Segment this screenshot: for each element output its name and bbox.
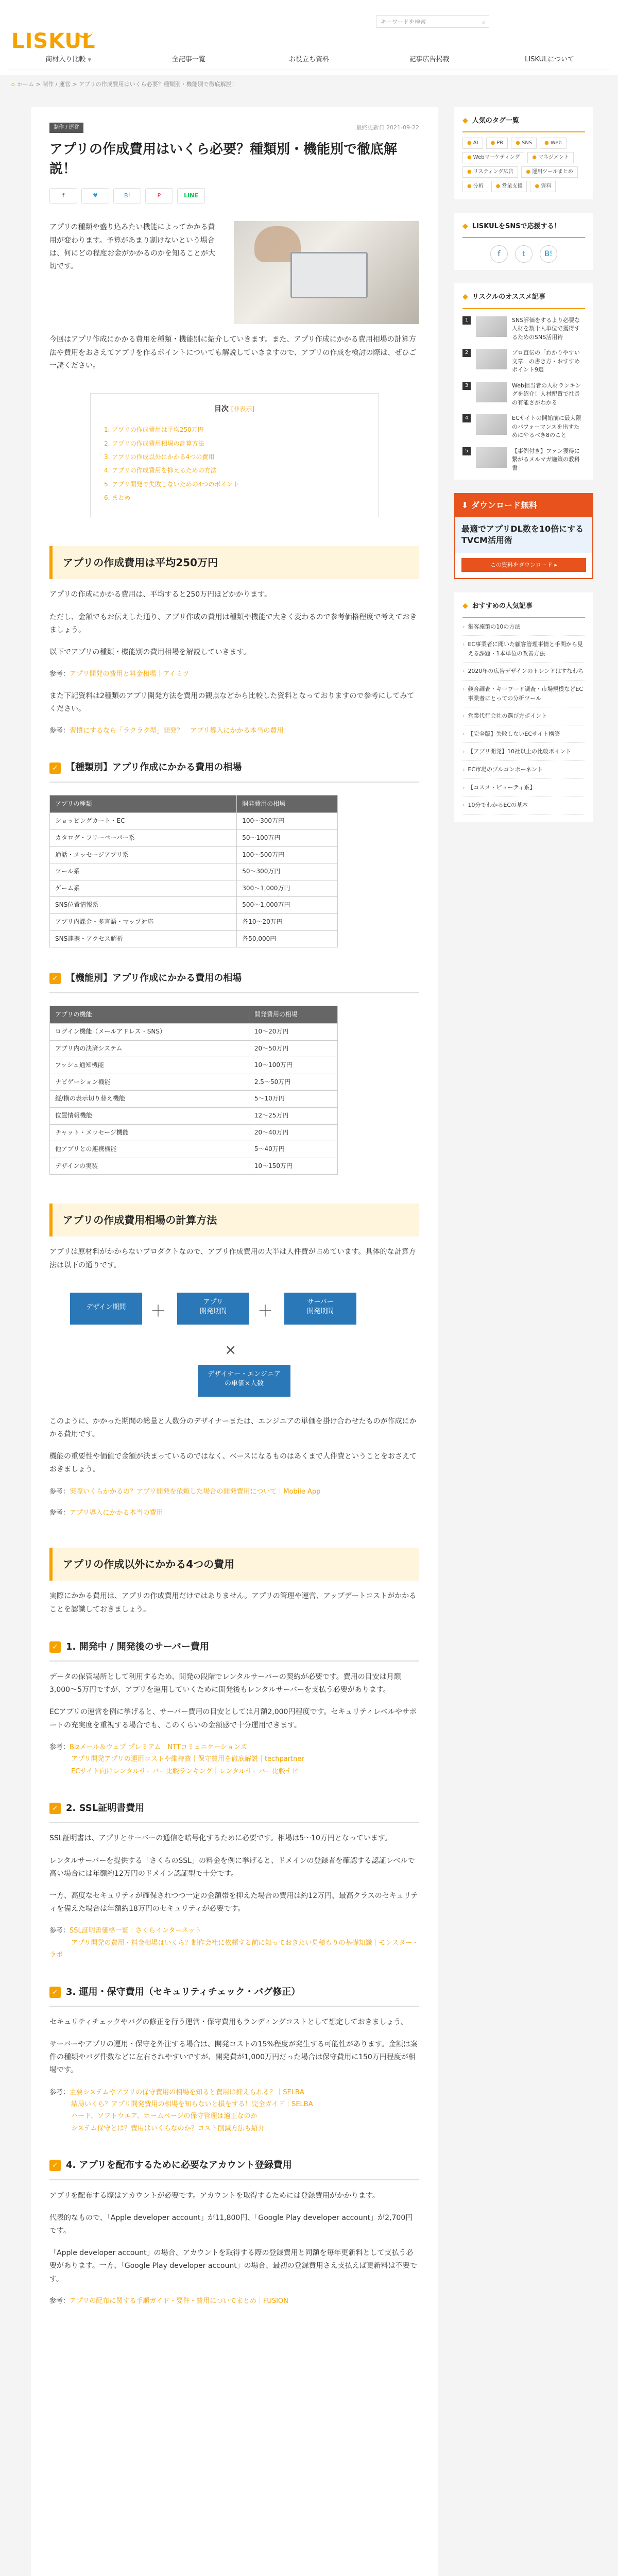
formula-box-app: アプリ 開発期間 [177,1293,249,1325]
subsection-title: 2. SSL証明書費用 [66,1803,145,1814]
toc-link[interactable]: 6. まとめ [104,494,131,502]
checkbox-icon: ✓ [49,1803,61,1814]
intro-text [49,221,221,324]
table-cell: 他アプリとの連携機能 [50,1141,249,1158]
subsection-heading [49,1639,419,1662]
toc-title [104,403,365,416]
table-cell: 100〜300万円 [237,813,338,830]
multiply-icon: × [225,1341,237,1358]
tag-label: SNS [521,140,533,146]
checkbox-icon: ✓ [49,762,61,774]
widget-title [462,114,585,132]
table-cell: 500〜1,000万円 [237,897,338,914]
ref-link[interactable]: アプリ導入にかかる本当の費用 [70,1509,163,1517]
table-row [50,813,338,830]
tag-icon: ● [526,169,531,175]
table-cell: 100〜500万円 [237,846,338,863]
table-of-contents [90,393,379,518]
megaphone-icon: ◆ [462,222,468,231]
chevron-right-icon: › [462,713,465,720]
popular-title: 競合調査・キーワード調査・市場規模などEC事業者にとっての分析ツール [468,686,583,702]
tag-chip[interactable] [521,166,578,178]
reference [49,1741,419,1777]
table-row [50,897,338,914]
pocket-share-button[interactable]: P [145,188,173,204]
reference [49,668,419,680]
line-share-button[interactable]: LINE [177,188,205,204]
rank-number: 4 [462,414,471,422]
tag-label: PR [496,140,504,146]
popular-item[interactable] [462,796,585,815]
tag-icon: ● [544,140,549,146]
ref-link[interactable]: アプリ開発の費用・料金相場はいくら？制作会社に依頼する前に知っておきたい見積もりの基礎知識｜モンスター・ラボ [49,1939,419,1959]
table-cell: 12〜25万円 [249,1108,337,1125]
toc-link[interactable]: 1. アプリの作成費用は平均250万円 [104,426,204,434]
popular-title: EC市場のプルコンポーネント [468,766,543,773]
article-thumbnail [476,414,507,435]
ref-link[interactable]: システム保守とは？費用はいくらなのか？コスト削減方法も紹介 [71,2124,265,2132]
ref-label: 参考： [49,2088,70,2096]
toc-link[interactable]: 2. アプリの作成費用相場の計算方法 [104,439,204,447]
table-cell: 50〜100万円 [237,829,338,846]
paragraph: 実際にかかる費用は、アプリの作成費用だけではありません。アプリの管理や運営、アップデートコストがかかることを認識しておきましょう。 [49,1592,417,1614]
top-bar [0,0,618,13]
facebook-share-button[interactable]: f [49,188,77,204]
table-row [50,1057,338,1074]
table-cell: 5〜10万円 [249,1091,337,1108]
table-cell: ショッピングカート・EC [50,813,237,830]
table-header: 開発費用の相場 [249,1006,337,1024]
twitter-share-button[interactable]: ♥ [81,188,109,204]
tag-label: 分析 [473,183,484,190]
subsection-title: 4. アプリを配布するために必要なアカウント登録費用 [66,2160,292,2171]
ref-link[interactable]: アプリ開発の費用と料金相場｜アイミツ [70,670,190,679]
table-row [50,930,338,947]
section-heading: アプリの作成費用は平均250万円 [49,546,419,579]
article-thumbnail [476,382,507,402]
paragraph: アプリは原材料がかからないプロダクトなので、アプリ作成費用の大半は人件費が占めています。具体的な計算方法は以下の通りです。 [49,1248,416,1269]
tag-icon: ● [467,183,472,190]
popular-title: 2020年の広告デザインのトレンドはすなわち [468,668,584,675]
table-cell: 通話・メッセージアプリ系 [50,846,237,863]
table-cell: 10〜20万円 [249,1024,337,1041]
search-input[interactable] [376,15,489,28]
table-cell: ツール系 [50,863,237,880]
article-thumbnail [476,349,507,369]
ref-link[interactable]: Bizメール＆ウェブ プレミアム｜NTTコミュニケーションズ [70,1743,247,1751]
facebook-icon[interactable]: f [490,245,508,263]
nav-item-ad[interactable] [369,49,490,70]
popular-title: 【アプリ開発】10社以上の比較ポイント [468,748,571,755]
popular-item[interactable] [462,725,585,743]
table-row [50,829,338,846]
toc-list [104,423,365,504]
table-cell: 20〜50万円 [249,1040,337,1057]
page-body [0,94,618,2576]
table-cell: アプリ内課金・多言語・マップ対応 [50,913,237,930]
paragraph: ただし、金額でもお伝えした通り、アプリ作成の費用は種類や機能で大きく変わるので参考価格程度で考えておきましょう。 [49,613,417,634]
popular-title: 集客施策の10の方法 [468,623,521,630]
reference [49,1925,419,1961]
reference [49,1486,419,1498]
article-meta [49,123,419,133]
tag-label: Webマーケティング [473,155,520,161]
popular-title: 【完全版】失敗しないECサイト構築 [468,730,560,737]
plus-icon: ＋ [258,1302,273,1320]
search-placeholder: キーワードを検索 [381,19,426,25]
tag-chip[interactable] [540,138,566,149]
tag-label: AI [473,140,478,146]
table-cell: 縦/横の表示切り替え機能 [50,1091,249,1108]
widget-title [462,291,585,309]
popular-item[interactable] [462,681,585,707]
table-cell: 50〜300万円 [237,863,338,880]
table-cell: デザインの実装 [50,1158,249,1175]
page-title: アプリの作成費用はいくら必要？種類別・機能別で徹底解説！ [49,142,397,177]
tag-label: Web [550,140,562,146]
toc-link[interactable]: 3. アプリの作成以外にかかる4つの費用 [104,453,215,461]
tag-icon: ● [467,155,472,161]
twitter-icon[interactable]: t [515,245,533,263]
article-thumbnail [476,316,507,337]
widget-title [462,220,585,238]
table-cell: ゲーム系 [50,880,237,897]
table-header: アプリの機能 [50,1006,249,1024]
sidebar [454,107,593,835]
download-head-text: ダウンロード無料 [471,500,537,511]
table-cell: SNS連携・アクセス解析 [50,930,237,947]
popular-title: 10分でわかるECの基本 [468,802,528,809]
ref-link[interactable]: SSL証明書価格一覧｜さくらインターネット [70,1927,202,1935]
breadcrumb-bar [0,75,618,94]
tag-chip[interactable] [491,181,527,192]
chevron-right-icon: › [462,668,465,675]
popular-title: EC事業者に聞いた顧客管理事情と手間から見える課題・1本単位の改善方法 [468,641,583,657]
reference [49,2295,419,2307]
formula-box-server: サーバー 開発期間 [284,1293,356,1325]
ref-label: 参考： [49,1743,70,1751]
table-cell: 10〜150万円 [249,1158,337,1175]
popular-item[interactable] [462,663,585,681]
table-row [50,880,338,897]
rank-title: SNS評価をするより必要な人材を数十人単位で獲得するためのSNS活用術 [512,316,580,341]
ref-label: 参考： [49,1509,70,1517]
paragraph: セキュリティチェックやバグの修正を行う運営・保守費用もランディングコストとして想定しておきましょう。 [49,2018,408,2026]
ref-link[interactable]: ECサイト向けレンタルサーバー比較ランキング｜レンタルサーバー比較ナビ [71,1767,299,1775]
home-icon[interactable]: ⌂ [11,81,15,88]
tag-chip[interactable] [527,152,573,163]
paragraph: 「Apple developer account」の場合、アカウントを取得する際の登録費用と同額を毎年更新料として支払う必要があります。一方、「Google Play developer account」の場合、最初の登録費用さえ支払えば更新料は不要です。 [49,2249,417,2283]
checkbox-icon: ✓ [49,1987,61,1998]
nav-label: LISKULについて [525,56,575,63]
tag-chip[interactable] [462,166,518,178]
rank-number: 1 [462,316,471,325]
popular-item[interactable] [462,707,585,725]
download-button[interactable]: この資料をダウンロード ▸ [461,558,586,572]
ref-label: 参考： [49,670,70,679]
nav-label: 全記事一覧 [171,56,205,63]
table-cell: SNS位置情報系 [50,897,237,914]
tag-icon: ● [495,183,501,190]
article-main [31,107,438,2576]
ranking-item[interactable] [462,414,585,440]
table-row [50,1040,338,1057]
download-icon: ⬇ [461,500,471,511]
tag-chip[interactable] [511,138,537,149]
checkbox-icon: ✓ [49,973,61,984]
nav-label: 記事広告掲載 [409,56,450,63]
site-header [0,13,618,55]
ranking-item[interactable] [462,316,585,342]
popular-title: 営業代行会社の選び方ポイント [468,713,547,720]
hatena-share-button[interactable]: B! [113,188,141,204]
tag-list [462,138,585,192]
hero-image [234,221,419,324]
table-row [50,1141,338,1158]
popular-item[interactable] [462,761,585,779]
reference [49,1507,419,1519]
social-widget [454,213,593,270]
tag-icon: ● [516,140,520,146]
cost-by-feature-table [49,1006,338,1175]
toc-link[interactable]: 5. アプリ開発で失敗しないための4つのポイント [104,480,239,488]
ref-link[interactable]: ハード、ソフトウエア、ホームページの保守管理は適正なのか [71,2112,258,2121]
ref-label: 参考： [49,726,70,735]
ref-link[interactable]: 主要システムやアプリの保守費用の相場を知ると費用は抑えられる？｜SELBA [70,2088,304,2096]
tag-label: リスティング広告 [473,169,514,175]
ref-label: 参考： [49,1487,70,1496]
table-row [50,1158,338,1175]
table-cell: 各10〜20万円 [237,913,338,930]
site-logo[interactable]: LISKUL [11,29,96,53]
tag-icon: ● [467,169,472,175]
ref-link[interactable]: 実際いくらかかるの？アプリ開発を依頼した場合の開発費用について｜Mobile App [70,1487,321,1496]
download-banner[interactable] [454,493,593,579]
widget-title-text: 人気のタグ一覧 [472,116,519,125]
table-row [50,1124,338,1141]
nav-item-resources[interactable] [249,49,369,70]
paragraph: 機能の重要性や価値で金額が決まっているのではなく、ベースになるものはあくまで人件費ということをおさえておきましょう。 [49,1452,417,1474]
table-cell: 10〜100万円 [249,1057,337,1074]
checkbox-icon: ✓ [49,2160,61,2171]
paragraph: アプリの作成にかかる費用は、平均すると250万円ほどかかります。 [49,590,272,599]
table-cell: 5〜40万円 [249,1141,337,1158]
section-heading: アプリの作成費用相場の計算方法 [49,1204,419,1236]
subsection-title: 3. 運用・保守費用（セキュリティチェック・バグ修正） [66,1986,301,1997]
share-buttons [49,188,419,204]
popular-title: 【コスメ・ビューティ系】 [468,784,536,791]
table-row [50,1108,338,1125]
ref-link[interactable]: アプリの配布に関する手順ガイド・要件・費用についてまとめ｜FUSION [70,2297,288,2305]
tag-icon: ● [490,140,495,146]
paragraph: 一方、高度なセキュリティが確保されつつ一定の金額帯を抑えた場合の費用は約12万円、最高クラスのセキュリティを備えた場合は年額約18万円のセキュリティが必要です。 [49,1891,418,1913]
rank-number: 3 [462,382,471,390]
nav-label: お役立ち資料 [288,56,329,63]
table-row [50,846,338,863]
search-icon[interactable]: ⌕ [482,19,486,26]
table-cell: プッシュ通知機能 [50,1057,249,1074]
popular-widget [454,592,593,821]
ranking-item[interactable] [462,382,585,408]
paragraph: データの保管場所として利用するため、開発の段階でレンタルサーバーの契約が必要です。費用の目安は月額3,000〜5万円ですが、アプリを運用していくために開発後もレンタルサーバーを支払う必要があります。 [49,1673,401,1694]
ranking-item[interactable] [462,447,585,473]
chevron-right-icon: › [462,766,465,773]
subsection-title: 【種類別】アプリ作成にかかる費用の相場 [66,762,242,773]
subsection-heading [49,759,419,782]
article-date: 最終更新日 2021-09-22 [356,124,419,131]
widget-title-text: LISKULをSNSで応援する！ [472,223,561,231]
tag-icon: ● [532,155,537,161]
paragraph: 代表的なもので、「Apple developer account」が11,800円、「Google Play developer account」が2,700円です。 [49,2213,413,2235]
chevron-down-icon: ▼ [88,58,92,63]
table-cell: 20〜40万円 [249,1124,337,1141]
checkbox-icon: ✓ [49,1641,61,1653]
breadcrumb-text: ホーム > 制作 / 運営 > アプリの作成費用はいくら必要？種類別・機能別で徹底解説！ [16,81,237,88]
toc-link[interactable]: 4. アプリの作成費用を抑えるための方法 [104,467,217,474]
paragraph: SSL証明書は、アプリとサーバーの通信を暗号化するために必要です。相場は5〜10万円となっています。 [49,1834,392,1843]
paragraph: 以下でアプリの種類・機能別の費用相場を解説していきます。 [49,648,251,657]
paragraph: アプリを配布する際はアカウントが必要です。アカウントを取得するためには登録費用がかかります。 [49,2191,380,2200]
popular-item[interactable] [462,743,585,761]
widget-title [462,600,585,618]
nav-item-compare[interactable] [8,49,129,70]
tag-label: マネジメント [538,155,569,161]
tag-label: 営業支援 [502,183,523,190]
paragraph: このように、かかった期間の総量と人数分のデザイナーまたは、エンジニアの単価を掛け合わせたものが作成にかかる費用です。 [49,1417,417,1438]
table-header: 開発費用の相場 [237,795,338,813]
article-thumbnail [476,447,507,468]
popular-item[interactable] [462,618,585,636]
table-row [50,1074,338,1091]
chevron-right-icon: › [462,623,465,630]
toc-title-text: 目次 [214,404,229,413]
thumbs-up-icon: ◆ [462,293,468,301]
table-cell: 2.5〜50万円 [249,1074,337,1091]
ref-label: 参考： [49,2297,70,2305]
subsection-title: 【機能別】アプリ作成にかかる費用の相場 [66,973,242,984]
download-banner-body: 最適でアプリDL数を10倍にするTVCM活用術 [455,517,592,553]
plus-icon: ＋ [150,1302,166,1320]
rank-number: 5 [462,447,471,455]
recommended-widget [454,283,593,480]
paragraph: サーバーやアプリの運用・保守を外注する場合は、開発コストの15%程度が発生する可能性があります。金額は案件の種類やバグ件数などに左右されやすいですが、開発費が1,000万円だった場合は保守費用に150万円程度が相場です。 [49,2040,418,2075]
chevron-right-icon: › [462,784,465,791]
table-cell: カタログ・フリーペーパー系 [50,829,237,846]
tags-widget [454,107,593,199]
ref-link[interactable]: 結局いくら？アプリ開発費用の相場を知らないと損をする！完全ガイド｜SELBA [71,2100,313,2109]
tag-chip[interactable] [462,138,483,149]
tag-chip[interactable] [462,152,524,163]
laptop-shape [290,252,368,298]
table-row [50,913,338,930]
paragraph: ECアプリの運営を例に挙げると、サーバー費用の目安としては月額2,000円程度です。セキュリティレベルやサポートの充実度を重視する場合でも、このくらいの金額感で十分運用できます。 [49,1708,417,1730]
ranking-item[interactable] [462,349,585,375]
popular-item[interactable] [462,779,585,797]
social-links [462,245,585,263]
table-cell: 各50,000円 [237,930,338,947]
rank-title: Web担当者の人材ランキングを紹介！人材配置で社長の有能さがわかる [512,382,581,406]
intro-section [49,221,419,324]
rank-title: 【事例付き】ファン獲得に繋がるメルマガ施策の教科書 [512,447,580,471]
subsection-heading [49,1984,419,2007]
reference [49,725,419,737]
cost-by-type-table [49,795,338,947]
subsection-heading [49,1800,419,1823]
table-cell: アプリ内の決済システム [50,1040,249,1057]
rank-number: 2 [462,349,471,357]
tag-chip[interactable] [462,181,488,192]
tag-label: 運用ツールまとめ [532,169,573,175]
widget-title-text: リスクルのオススメ記事 [472,293,546,301]
subsection-title: 1. 開発中 / 開発後のサーバー費用 [66,1641,209,1652]
table-cell: ナビゲーション機能 [50,1074,249,1091]
tag-label: 資料 [541,183,552,190]
chevron-right-icon: › [462,730,465,737]
table-cell: チャット・メッセージ機能 [50,1124,249,1141]
formula-box-rate: デザイナー・エンジニア の単価×人数 [198,1365,290,1397]
section-heading: アプリの作成以外にかかる4つの費用 [49,1548,419,1581]
chevron-right-icon: › [462,802,465,809]
table-cell: ログイン機能（メールアドレス・SNS） [50,1024,249,1041]
tag-icon: ◆ [462,116,468,125]
cost-formula-diagram [49,1293,419,1406]
nav-item-all-articles[interactable] [129,49,249,70]
paragraph: レンタルサーバーを提供する「さくらのSSL」の料金を例に挙げると、ドメインの登録者を確認する認証レベルで高い場合には年額約12万円のドメイン認証型で十分です。 [49,1856,415,1878]
tag-icon: ● [467,140,472,146]
tag-chip[interactable] [486,138,508,149]
star-icon: ◆ [462,602,468,611]
ref-label: 参考： [49,1927,70,1935]
table-row [50,863,338,880]
subsection-heading [49,970,419,993]
table-row [50,1091,338,1108]
subsection-heading [49,2157,419,2180]
tag-chip[interactable] [530,181,556,192]
nav-item-about[interactable] [489,49,610,70]
table-header: アプリの種類 [50,795,237,813]
main-nav [8,49,610,70]
rank-title: ECサイトの開始前に最大限のパフォーマンスを出すためにやるべき8のこと [512,415,581,439]
toc-toggle[interactable]: [非表示] [231,405,255,413]
ref-link[interactable]: アプリ開発アプリの運用コストや維持費｜保守費用を徹底解説｜techpartner [71,1755,304,1764]
rank-title: プロ直伝の「わかりやすい文章」の書き方・おすすめポイント9選 [512,349,580,374]
table-cell: 300〜1,000万円 [237,880,338,897]
category-badge[interactable]: 制作 / 運営 [49,123,83,133]
paragraph: また下記資料は2種類のアプリ開発方法を費用の観点などから比較した資料となっておりますので参考にしてみてください。 [49,691,415,713]
hatena-icon[interactable]: B! [540,245,557,263]
ref-link[interactable]: 習慣にするなら「ラクラク型」開発？ アプリ導入にかかる本当の費用 [70,726,284,735]
intro-paragraph: 今回はアプリ作成にかかる費用を種類・機能別に紹介していきます。また、アプリ作成にかかる費用相場の計算方法や費用をおさえてアプリを作るポイントについても解説していきますので、アプリの作成を検討の際は、ぜひご一読ください。 [49,335,417,370]
popular-item[interactable] [462,636,585,663]
chevron-right-icon: › [462,641,465,648]
chevron-right-icon: › [462,686,465,692]
breadcrumb[interactable] [0,75,618,94]
table-row [50,1024,338,1041]
intro-paragraph: アプリの種類や盛り込みたい機能によってかかる費用が変わります。予算があまり割けないという場合は、何にどの程度お金がかかるのかを知ることが大切です。 [49,223,215,270]
reference [49,2087,419,2135]
widget-title-text: おすすめの人気記事 [472,602,533,611]
chevron-right-icon: › [462,748,465,755]
download-banner-head [455,494,592,517]
formula-box-design: デザイン期間 [70,1293,142,1325]
tag-icon: ● [535,183,540,190]
nav-label: 商材入り比較 [45,56,86,63]
table-cell: 位置情報機能 [50,1108,249,1125]
